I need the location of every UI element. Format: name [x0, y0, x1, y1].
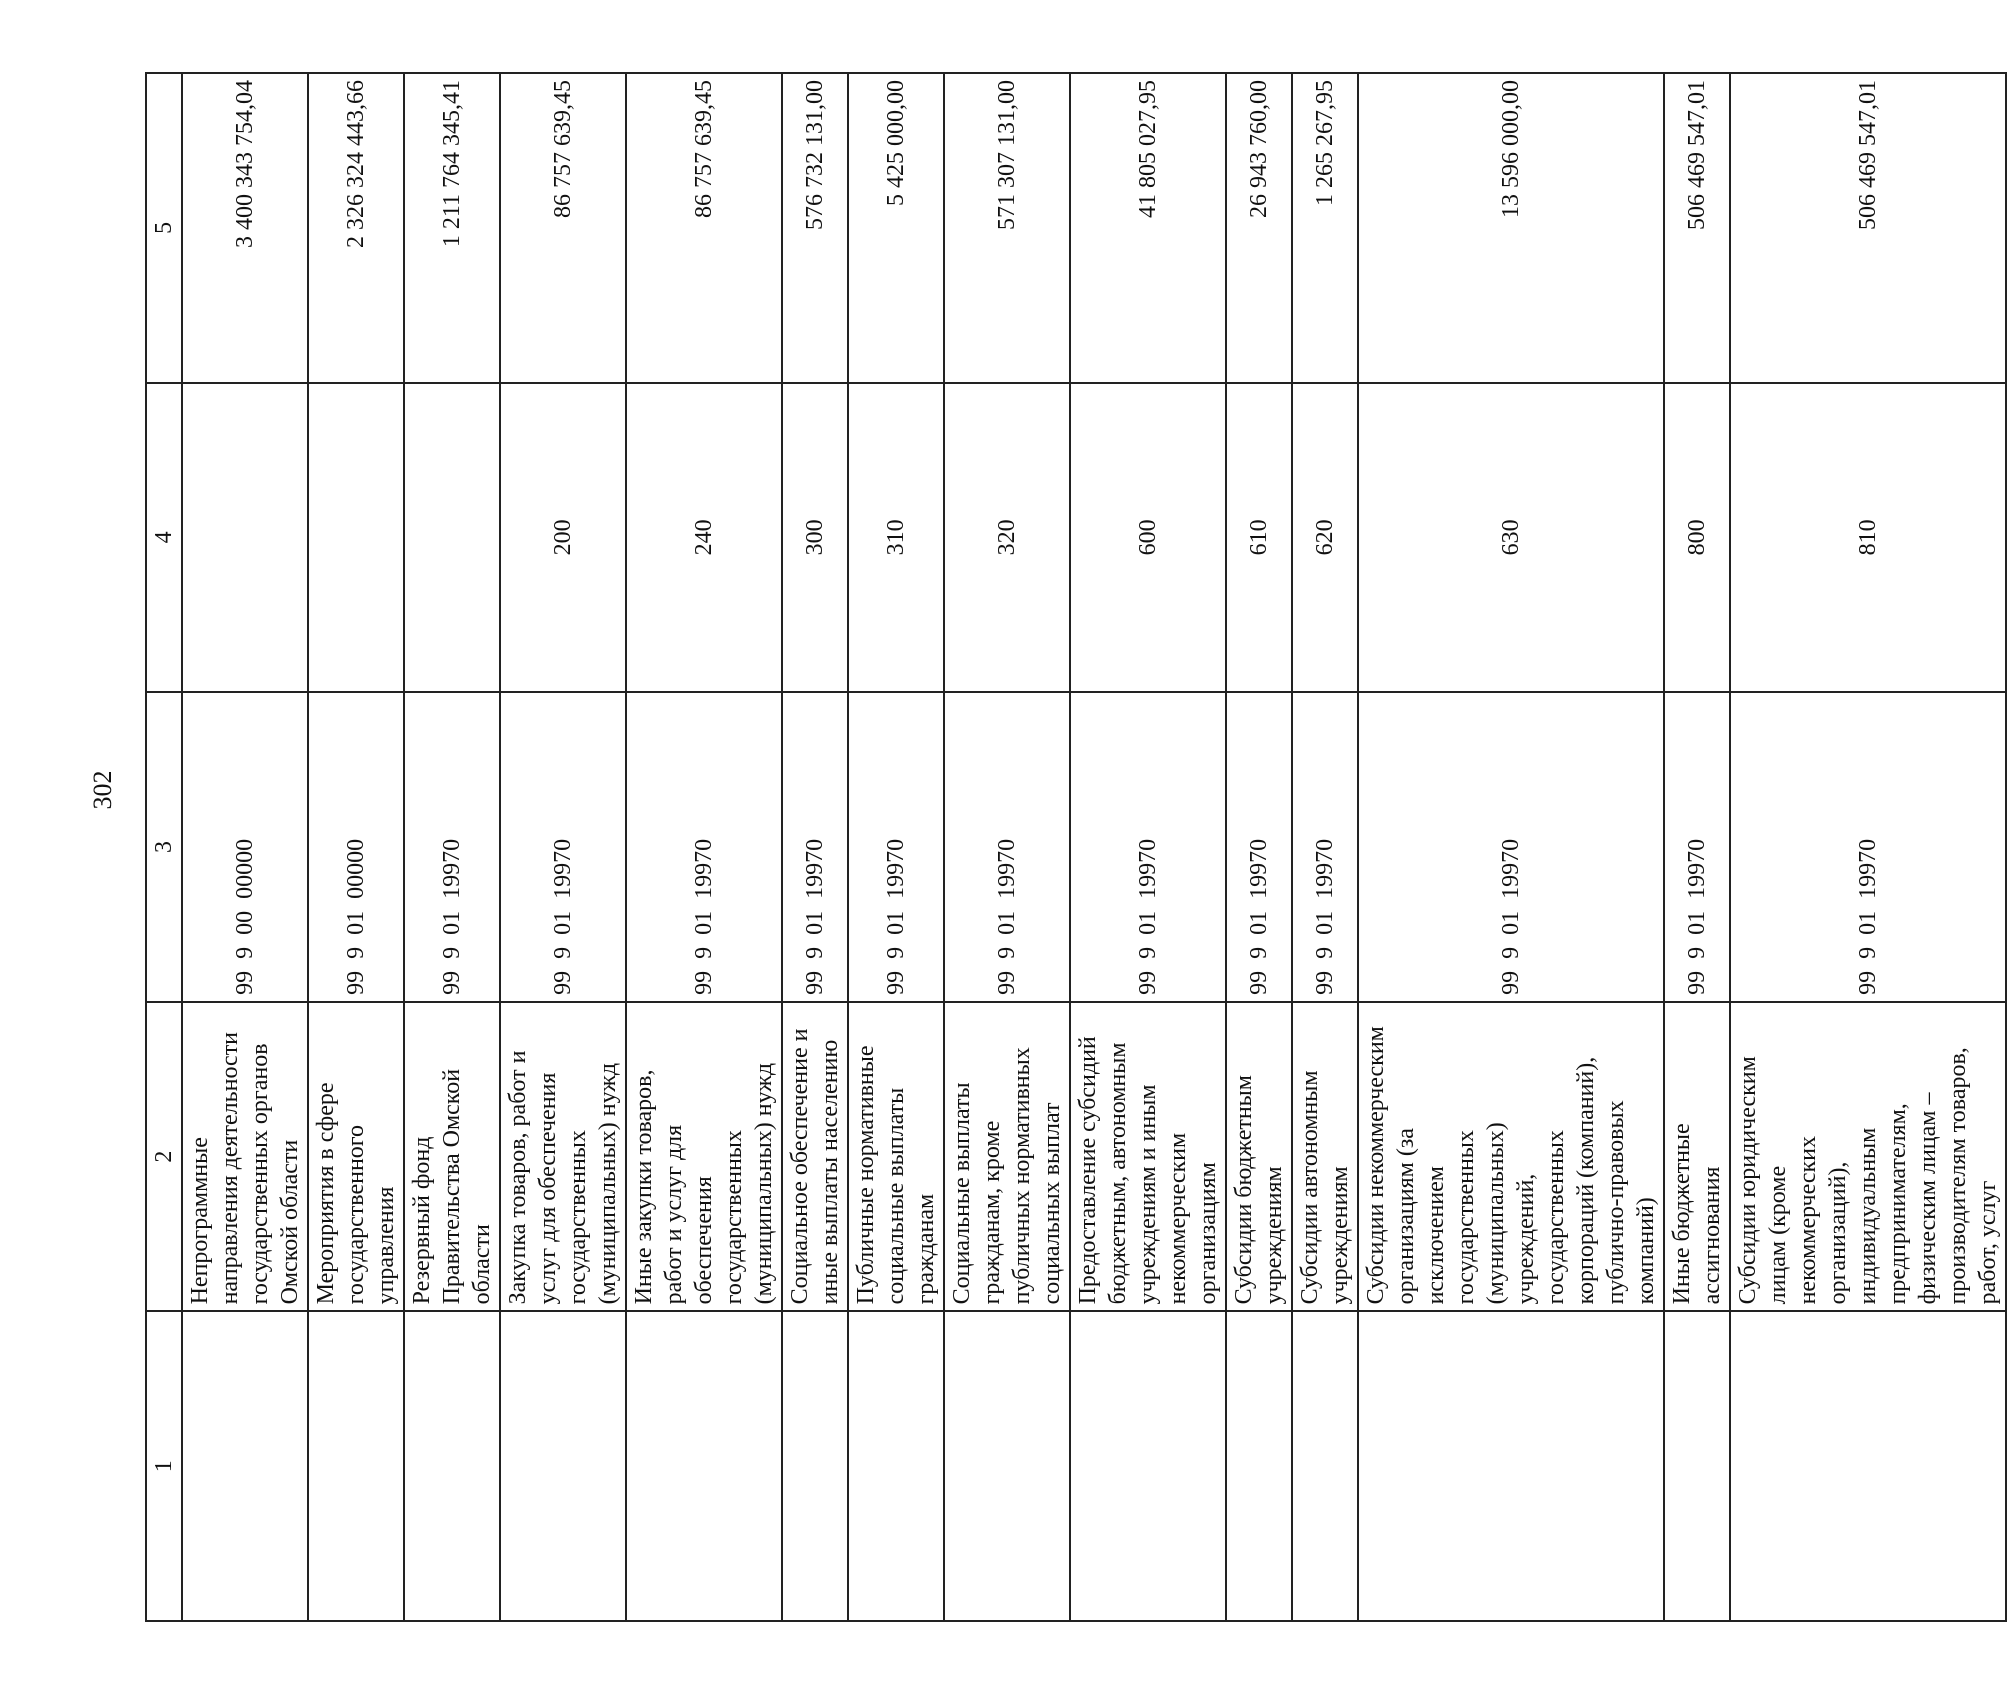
table-body — [182, 73, 2006, 1621]
row-number-cell — [1226, 1311, 1292, 1621]
row-type-cell: 240 — [626, 383, 782, 693]
row-type-cell: 300 — [782, 383, 848, 693]
row-code-cell: 99 9 00 00000 — [182, 692, 308, 1002]
row-number-cell — [1070, 1311, 1226, 1621]
header-col-4: 4 — [146, 383, 182, 693]
row-type-cell: 800 — [1664, 383, 1730, 693]
row-name-cell: Публичные нормативные социальные выплаты гражданам — [848, 1002, 944, 1312]
table-row — [626, 73, 782, 1621]
row-code-cell: 99 9 01 19970 — [1664, 692, 1730, 1002]
row-type-cell: 810 — [1730, 383, 2006, 693]
row-number-cell — [308, 1311, 404, 1621]
row-code-cell: 99 9 01 19970 — [404, 692, 500, 1002]
row-number-cell — [1664, 1311, 1730, 1621]
row-number-cell — [944, 1311, 1070, 1621]
row-number-cell — [848, 1311, 944, 1621]
row-amount-cell: 576 732 131,00 — [782, 73, 848, 383]
row-number-cell — [1358, 1311, 1664, 1621]
row-name-cell: Непрограммные направления деятельности государственных органов Омской области — [182, 1002, 308, 1312]
row-code-cell: 99 9 01 19970 — [848, 692, 944, 1002]
row-type-cell: 620 — [1292, 383, 1358, 693]
budget-table — [145, 72, 2007, 1622]
row-code-cell: 99 9 01 19970 — [782, 692, 848, 1002]
table-row — [1292, 73, 1358, 1621]
table-row — [944, 73, 1070, 1621]
table-row — [1070, 73, 1226, 1621]
row-amount-cell: 506 469 547,01 — [1730, 73, 2006, 383]
row-type-cell: 610 — [1226, 383, 1292, 693]
table-row — [1664, 73, 1730, 1621]
row-amount-cell: 26 943 760,00 — [1226, 73, 1292, 383]
table-row — [1358, 73, 1664, 1621]
row-name-cell: Социальные выплаты гражданам, кроме публичных нормативных социальных выплат — [944, 1002, 1070, 1312]
row-amount-cell: 506 469 547,01 — [1664, 73, 1730, 383]
row-code-cell: 99 9 01 19970 — [1226, 692, 1292, 1002]
row-number-cell — [1730, 1311, 2006, 1621]
row-type-cell: 600 — [1070, 383, 1226, 693]
row-type-cell: 200 — [500, 383, 626, 693]
row-name-cell: Предоставление субсидий бюджетным, автономным учреждениям и иным некоммерческим организациям — [1070, 1002, 1226, 1312]
header-col-2: 2 — [146, 1002, 182, 1312]
row-name-cell: Закупка товаров, работ и услуг для обеспечения государственных (муниципальных) нужд — [500, 1002, 626, 1312]
budget-table-container — [145, 72, 2001, 1622]
table-row — [308, 73, 404, 1621]
page-number: 302 — [88, 770, 117, 810]
table-row — [782, 73, 848, 1621]
row-type-cell — [404, 383, 500, 693]
row-code-cell: 99 9 01 19970 — [500, 692, 626, 1002]
table-row — [1226, 73, 1292, 1621]
row-amount-cell: 13 596 000,00 — [1358, 73, 1664, 383]
table-row — [848, 73, 944, 1621]
row-name-cell: Иные бюджетные ассигнования — [1664, 1002, 1730, 1312]
row-number-cell — [500, 1311, 626, 1621]
row-code-cell: 99 9 01 19970 — [1358, 692, 1664, 1002]
row-number-cell — [404, 1311, 500, 1621]
row-name-cell: Иные закупки товаров, работ и услуг для обеспечения государственных (муниципальных) нужд — [626, 1002, 782, 1312]
header-col-3: 3 — [146, 692, 182, 1002]
row-amount-cell: 5 425 000,00 — [848, 73, 944, 383]
row-amount-cell: 2 326 324 443,66 — [308, 73, 404, 383]
row-amount-cell: 86 757 639,45 — [626, 73, 782, 383]
row-type-cell: 310 — [848, 383, 944, 693]
row-name-cell: Субсидии автономным учреждениям — [1292, 1002, 1358, 1312]
table-row — [182, 73, 308, 1621]
row-name-cell: Субсидии некоммерческим организациям (за исключением государственных (муниципальных) учреждений, государственных корпораций (компаний), публично-правовых компаний) — [1358, 1002, 1664, 1312]
row-name-cell: Субсидии бюджетным учреждениям — [1226, 1002, 1292, 1312]
row-number-cell — [182, 1311, 308, 1621]
row-name-cell: Мероприятия в сфере государственного управления — [308, 1002, 404, 1312]
row-number-cell — [626, 1311, 782, 1621]
table-row — [404, 73, 500, 1621]
row-code-cell: 99 9 01 19970 — [626, 692, 782, 1002]
row-name-cell: Резервный фонд Правительства Омской области — [404, 1002, 500, 1312]
row-number-cell — [782, 1311, 848, 1621]
row-amount-cell: 1 211 764 345,41 — [404, 73, 500, 383]
row-amount-cell: 1 265 267,95 — [1292, 73, 1358, 383]
row-amount-cell: 86 757 639,45 — [500, 73, 626, 383]
row-code-cell: 99 9 01 19970 — [944, 692, 1070, 1002]
row-number-cell — [1292, 1311, 1358, 1621]
row-code-cell: 99 9 01 19970 — [1292, 692, 1358, 1002]
row-amount-cell: 3 400 343 754,04 — [182, 73, 308, 383]
row-code-cell: 99 9 01 00000 — [308, 692, 404, 1002]
row-type-cell — [308, 383, 404, 693]
row-amount-cell: 571 307 131,00 — [944, 73, 1070, 383]
header-col-1: 1 — [146, 1311, 182, 1621]
row-type-cell — [182, 383, 308, 693]
table-row — [500, 73, 626, 1621]
header-col-5: 5 — [146, 73, 182, 383]
row-type-cell: 320 — [944, 383, 1070, 693]
row-amount-cell: 41 805 027,95 — [1070, 73, 1226, 383]
row-code-cell: 99 9 01 19970 — [1730, 692, 2006, 1002]
row-name-cell: Субсидии юридическим лицам (кроме некоммерческих организаций), индивидуальным предпринимателям, физическим лицам – производителям товаров, работ, услуг — [1730, 1002, 2006, 1312]
table-row — [1730, 73, 2006, 1621]
row-type-cell: 630 — [1358, 383, 1664, 693]
row-name-cell: Социальное обеспечение и иные выплаты населению — [782, 1002, 848, 1312]
row-code-cell: 99 9 01 19970 — [1070, 692, 1226, 1002]
header-row — [146, 73, 182, 1621]
